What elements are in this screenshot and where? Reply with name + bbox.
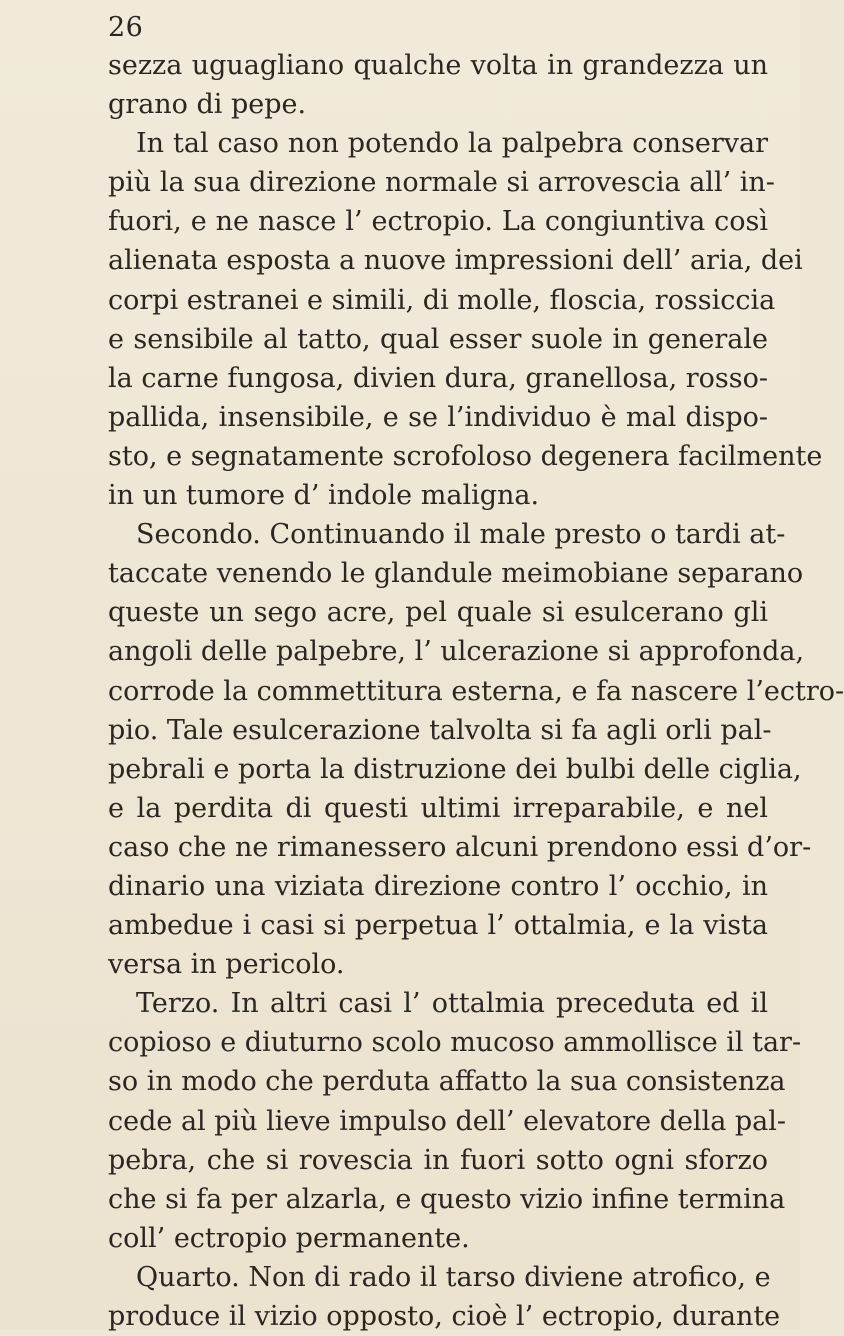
- text-line: In tal caso non potendo la palpebra conservar: [136, 128, 768, 160]
- text-line: so in modo che perduta affatto la sua consistenza: [108, 1066, 786, 1098]
- text-line: corrode la commettitura esterna, e fa nascere l’ectro-: [108, 675, 844, 707]
- text-line: copioso e diuturno scolo mucoso ammollisce il tar-: [108, 1027, 802, 1059]
- text-line: e la perdita di questi ultimi irreparabile, e nel: [108, 792, 768, 824]
- text-line: dinario una viziata direzione contro l’ occhio, in: [108, 870, 768, 902]
- text-line: pallida, insensibile, e se l’individuo è mal dispo-: [108, 401, 768, 433]
- text-line: caso che ne rimanessero alcuni prendono essi d’or-: [108, 831, 812, 863]
- text-line: queste un sego acre, pel quale si esulcerano gli: [108, 597, 768, 629]
- body-text: [108, 46, 844, 1336]
- text-line: Quarto. Non di rado il tarso diviene atrofico, e: [136, 1261, 771, 1293]
- text-line: che si fa per alzarla, e questo vizio infine termina: [108, 1183, 786, 1215]
- text-line: cede al più lieve impulso dell’ elevatore della pal-: [108, 1105, 787, 1137]
- text-line: pebrali e porta la distruzione dei bulbi delle ciglia,: [108, 753, 802, 785]
- text-line: produce il vizio opposto, cioè l’ ectropio, durante: [108, 1301, 781, 1332]
- text-line: corpi estranei e simili, di molle, floscia, rossiccia: [108, 284, 776, 316]
- text-line: la carne fungosa, divien dura, granellosa, rosso-: [108, 362, 768, 394]
- page-number: 26: [108, 12, 144, 43]
- text-line: grano di pepe.: [108, 89, 307, 121]
- text-line: sto, e segnatamente scrofoloso degenera facilmente: [108, 440, 823, 472]
- text-line: fuori, e ne nasce l’ ectropio. La congiuntiva così: [108, 206, 768, 238]
- text-line: Secondo. Continuando il male presto o tardi at-: [136, 519, 786, 551]
- text-line: più la sua direzione normale si arrovescia all’ in-: [108, 167, 775, 199]
- text-line: in un tumore d’ indole maligna.: [108, 480, 540, 512]
- text-line: taccate venendo le glandule meimobiane separano: [108, 558, 804, 590]
- text-line: sezza uguagliano qualche volta in grandezza un: [108, 50, 768, 81]
- text-line: alienata esposta a nuove impressioni dell’ aria, dei: [108, 245, 803, 277]
- text-line: pebra, che si rovescia in fuori sotto ogni sforzo: [108, 1144, 768, 1176]
- text-line: e sensibile al tatto, qual esser suole in generale: [108, 323, 768, 355]
- text-line: Terzo. In altri casi l’ ottalmia preceduta ed il: [136, 988, 768, 1020]
- text-line: pio. Tale esulcerazione talvolta si fa agli orli pal-: [108, 714, 772, 746]
- text-line: ambedue i casi si perpetua l’ ottalmia, e la vista: [108, 910, 768, 942]
- text-line: angoli delle palpebre, l’ ulcerazione si approfonda,: [108, 636, 805, 668]
- text-line: coll’ ectropio permanente.: [108, 1222, 470, 1254]
- text-line: versa in pericolo.: [108, 949, 345, 981]
